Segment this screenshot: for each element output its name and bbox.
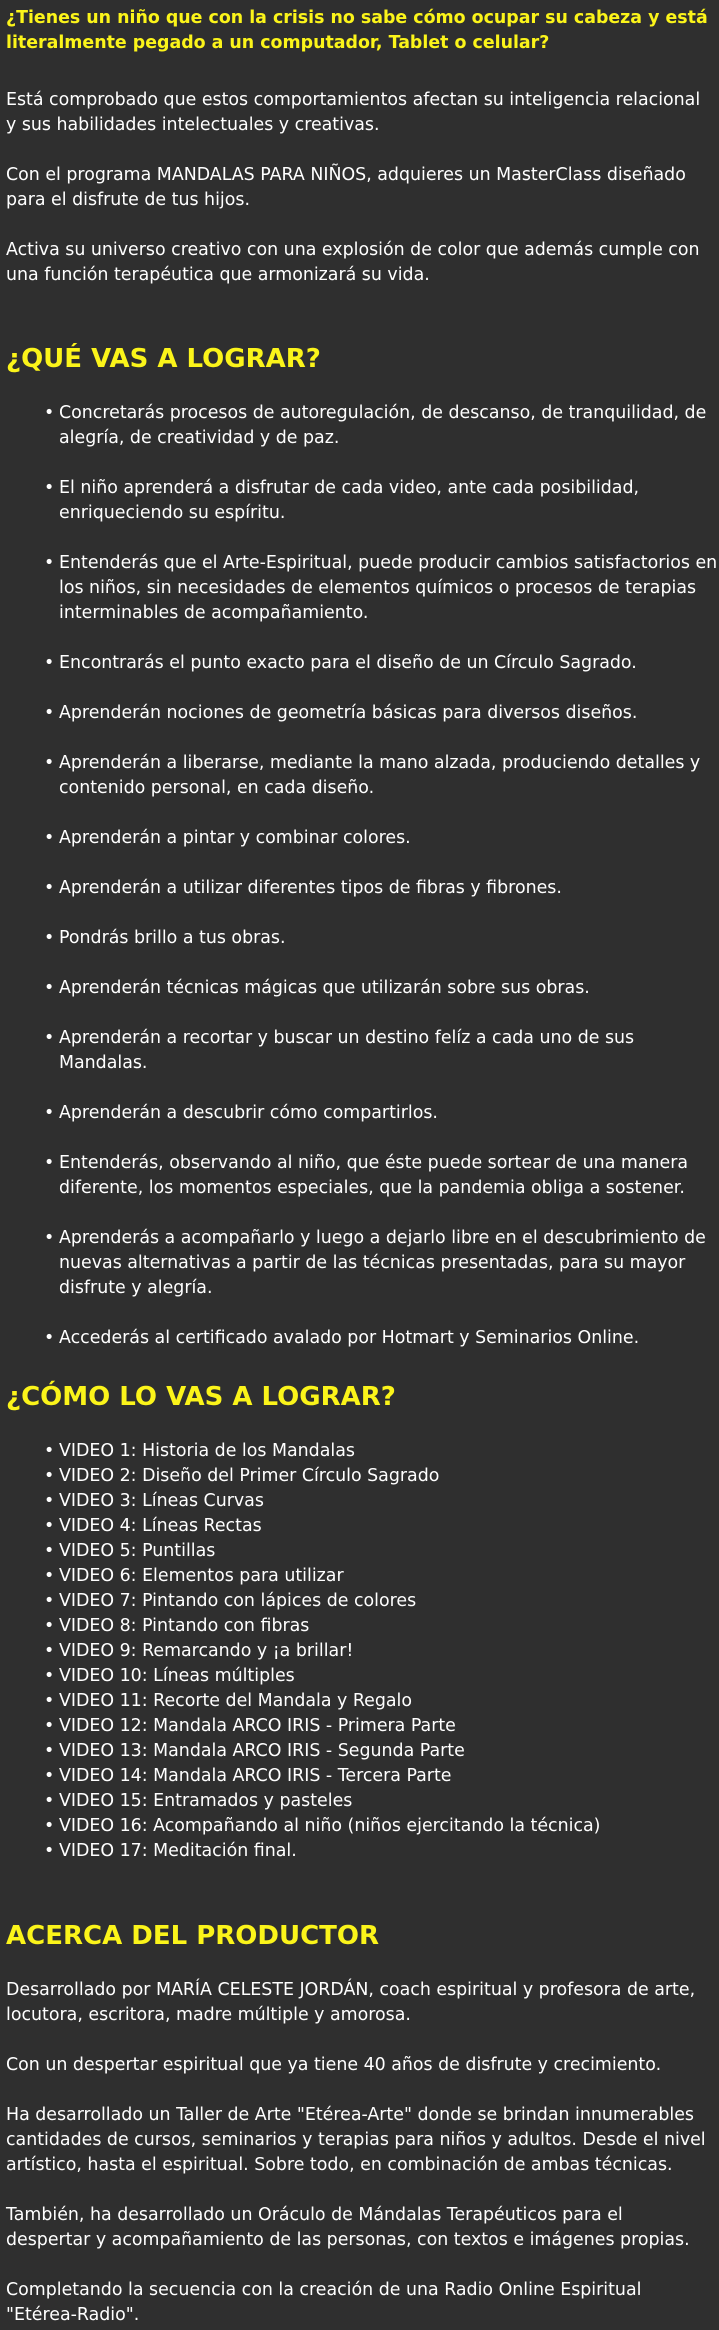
video-item: • VIDEO 15: Entramados y pasteles (44, 1789, 719, 1814)
video-item: • VIDEO 16: Acompañando al niño (niños ejercitando la técnica) (44, 1814, 719, 1839)
list-item: • Accederás al certificado avalado por Hotmart y Seminarios Online. (44, 1326, 719, 1351)
intro-question: ¿Tienes un niño que con la crisis no sabe cómo ocupar su cabeza y está literalmente pegado a un computador, Tablet o celular? (6, 8, 708, 53)
video-item: • VIDEO 1: Historia de los Mandalas (44, 1439, 719, 1464)
video-item: • VIDEO 8: Pintando con fibras (44, 1614, 719, 1639)
video-item: • VIDEO 4: Líneas Rectas (44, 1514, 719, 1539)
producer-heading: ACERCA DEL PRODUCTOR (6, 1921, 380, 1951)
intro-paragraph-2: Con el programa MANDALAS PARA NIÑOS, adquieres un MasterClass diseñado para el disfrute de tus hijos. (6, 165, 686, 210)
video-item: • VIDEO 10: Líneas múltiples (44, 1664, 719, 1689)
list-item: • Aprenderán a recortar y buscar un destino felíz a cada uno de sus Mandalas. (44, 1026, 719, 1076)
list-item: • Concretarás procesos de autoregulación, de descanso, de tranquilidad, de alegría, de creatividad y de paz. (44, 401, 719, 451)
list-item: • Pondrás brillo a tus obras. (44, 926, 719, 951)
video-item: • VIDEO 3: Líneas Curvas (44, 1489, 719, 1514)
list-item: • Entenderás, observando al niño, que éste puede sortear de una manera diferente, los momentos especiales, que la pandemia obliga a sostener. (44, 1151, 719, 1201)
achieve-heading: ¿QUÉ VAS A LOGRAR? (6, 344, 321, 374)
list-item: • Aprenderán a utilizar diferentes tipos de fibras y fibrones. (44, 876, 719, 901)
list-item: • Aprenderán a pintar y combinar colores. (44, 826, 719, 851)
achieve-list (44, 401, 719, 1376)
video-list (44, 1439, 719, 1864)
video-item: • VIDEO 14: Mandala ARCO IRIS - Tercera Parte (44, 1764, 719, 1789)
video-item: • VIDEO 9: Remarcando y ¡a brillar! (44, 1639, 719, 1664)
intro-paragraph-3: Activa su universo creativo con una explosión de color que además cumple con una función terapéutica que armonizará su vida. (6, 240, 700, 285)
list-item: • Aprenderán a liberarse, mediante la mano alzada, produciendo detalles y contenido personal, en cada diseño. (44, 751, 719, 801)
video-item: • VIDEO 13: Mandala ARCO IRIS - Segunda Parte (44, 1739, 719, 1764)
video-item: • VIDEO 5: Puntillas (44, 1539, 719, 1564)
intro-paragraph-1: Está comprobado que estos comportamientos afectan su inteligencia relacional y sus habilidades intelectuales y creativas. (6, 90, 701, 135)
list-item: • El niño aprenderá a disfrutar de cada video, ante cada posibilidad, enriqueciendo su espíritu. (44, 476, 719, 526)
producer-paragraph-4: También, ha desarrollado un Oráculo de Mándalas Terapéuticos para el despertar y acompañamiento de las personas, con textos e imágenes propias. (6, 2205, 690, 2250)
producer-paragraph-3: Ha desarrollado un Taller de Arte "Etérea-Arte" donde se brindan innumerables cantidades de cursos, seminarios y terapias para niños y adultos. Desde el nivel artístico, hasta el espiritual. Sobre todo, en combinación de ambas técnicas. (6, 2105, 706, 2175)
video-item: • VIDEO 17: Meditación final. (44, 1839, 719, 1864)
video-item: • VIDEO 2: Diseño del Primer Círculo Sagrado (44, 1464, 719, 1489)
list-item: • Aprenderán a descubrir cómo compartirlos. (44, 1101, 719, 1126)
producer-paragraph-2: Con un despertar espiritual que ya tiene 40 años de disfrute y crecimiento. (6, 2055, 662, 2075)
list-item: • Aprenderán técnicas mágicas que utilizarán sobre sus obras. (44, 976, 719, 1001)
video-item: • VIDEO 6: Elementos para utilizar (44, 1564, 719, 1589)
how-heading: ¿CÓMO LO VAS A LOGRAR? (6, 1382, 396, 1412)
video-item: • VIDEO 7: Pintando con lápices de colores (44, 1589, 719, 1614)
producer-paragraph-5: Completando la secuencia con la creación de una Radio Online Espiritual "Etérea-Radio". (6, 2280, 642, 2325)
list-item: • Encontrarás el punto exacto para el diseño de un Círculo Sagrado. (44, 651, 719, 676)
video-item: • VIDEO 11: Recorte del Mandala y Regalo (44, 1689, 719, 1714)
producer-paragraph-1: Desarrollado por MARÍA CELESTE JORDÁN, coach espiritual y profesora de arte, locutora, escritora, madre múltiple y amorosa. (6, 1980, 696, 2025)
list-item: • Entenderás que el Arte-Espiritual, puede producir cambios satisfactorios en los niños, sin necesidades de elementos químicos o procesos de terapias interminables de acompañamiento. (44, 551, 719, 626)
list-item: • Aprenderás a acompañarlo y luego a dejarlo libre en el descubrimiento de nuevas alternativas a partir de las técnicas presentadas, para su mayor disfrute y alegría. (44, 1226, 719, 1301)
video-item: • VIDEO 12: Mandala ARCO IRIS - Primera Parte (44, 1714, 719, 1739)
list-item: • Aprenderán nociones de geometría básicas para diversos diseños. (44, 701, 719, 726)
